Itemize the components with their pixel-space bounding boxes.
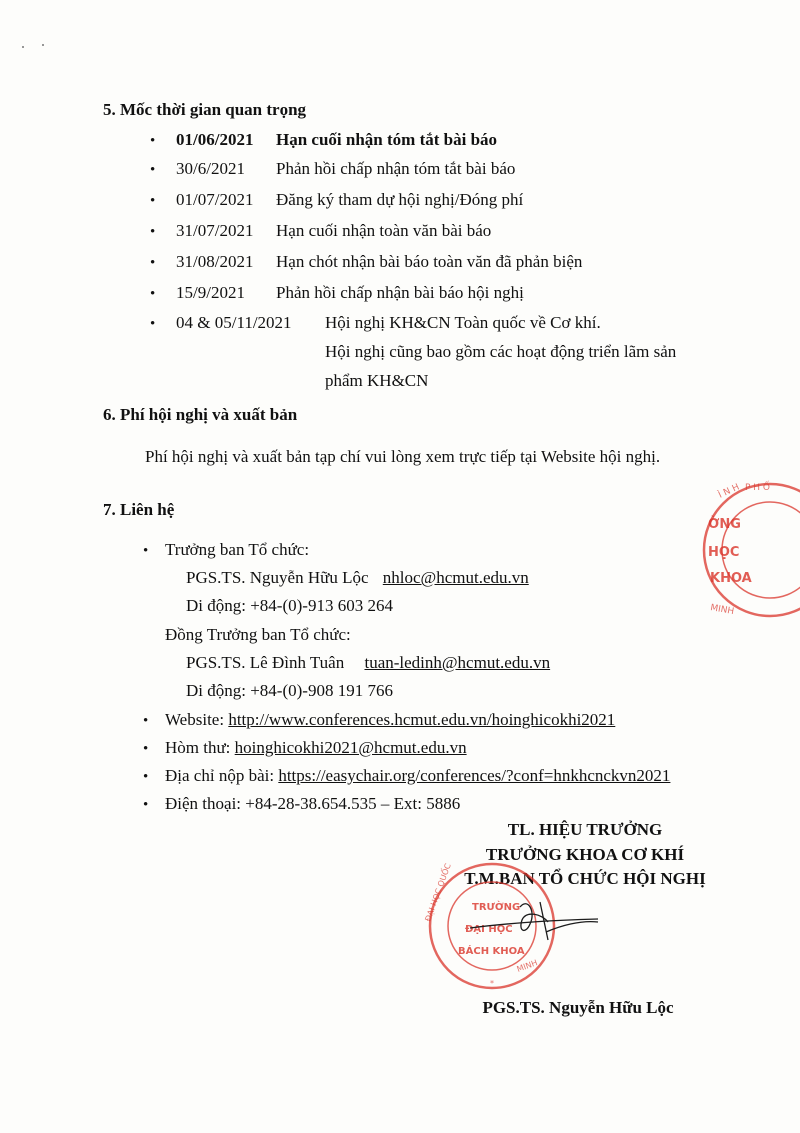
submit-link[interactable]: https://easychair.org/conferences/?conf=hnkhcnckvn2021 xyxy=(278,766,671,785)
bullet: • xyxy=(143,741,149,757)
section-6-heading: 6. Phí hội nghị và xuất bản xyxy=(103,405,298,424)
bullet: • xyxy=(150,286,156,302)
bullet: • xyxy=(143,543,149,559)
timeline-description: Hội nghị KH&CN Toàn quốc về Cơ khí. xyxy=(325,313,601,332)
head-contact xyxy=(186,568,529,588)
timeline-description: Hạn chót nhận bài báo toàn văn đã phản biện xyxy=(276,252,583,271)
head-email-link[interactable]: nhloc@hcmut.edu.vn xyxy=(382,568,529,587)
section-6-text: Phí hội nghị và xuất bản tạp chí vui lòng xem trực tiếp tại Website hội nghị. xyxy=(145,447,661,466)
svg-text:KHOA: KHOA xyxy=(710,571,752,586)
official-seal-partial xyxy=(690,478,800,623)
timeline-description-cont: Hội nghị cũng bao gồm các hoạt động triển lãm sản xyxy=(325,342,677,361)
svg-text:BÁCH KHOA: BÁCH KHOA xyxy=(458,946,525,957)
bullet: • xyxy=(150,224,156,240)
svg-text:MINH: MINH xyxy=(515,958,539,974)
svg-text:ĐẠI HỌC: ĐẠI HỌC xyxy=(465,924,513,935)
bullet: • xyxy=(143,713,149,729)
svg-text:ỜNG: ỜNG xyxy=(708,517,741,532)
svg-text:P H Ố: P H Ố xyxy=(745,483,771,493)
cohead-contact xyxy=(186,653,550,673)
scan-speck xyxy=(22,46,24,48)
bullet: • xyxy=(150,133,156,149)
cohead-label: Đồng Trưởng ban Tổ chức: xyxy=(165,625,351,644)
bullet: • xyxy=(150,193,156,209)
timeline-description-cont: phẩm KH&CN xyxy=(325,371,429,390)
timeline-description: Hạn cuối nhận tóm tắt bài báo xyxy=(276,130,498,149)
signature-line-2: TRƯỞNG KHOA CƠ KHÍ xyxy=(485,845,685,864)
svg-text:ĐẠI HỌC QUỐC: ĐẠI HỌC QUỐC xyxy=(423,862,453,923)
website-label: Website: xyxy=(165,710,229,729)
svg-text:Ì N H: Ì N H xyxy=(717,482,742,501)
mail-label: Hòm thư: xyxy=(165,738,235,757)
timeline-description: Phản hồi chấp nhận tóm tắt bài báo xyxy=(276,159,516,178)
timeline-description: Hạn cuối nhận toàn văn bài báo xyxy=(276,221,492,240)
cohead-phone: Di động: +84-(0)-908 191 766 xyxy=(186,681,393,700)
website-line xyxy=(165,710,615,730)
head-phone: Di động: +84-(0)-913 603 264 xyxy=(186,596,393,615)
bullet: • xyxy=(150,162,156,178)
section-7-heading: 7. Liên hệ xyxy=(103,500,175,519)
bullet: • xyxy=(143,769,149,785)
signature-line-3: T.M.BAN TỔ CHỨC HỘI NGHỊ xyxy=(464,869,706,888)
signatory-name: PGS.TS. Nguyễn Hữu Lộc xyxy=(482,998,674,1017)
phone-line: Điện thoại: +84-28-38.654.535 – Ext: 5886 xyxy=(165,794,461,813)
timeline-date: 01/06/2021 xyxy=(176,130,254,149)
official-seal xyxy=(410,862,600,992)
submit-label: Địa chỉ nộp bài: xyxy=(165,766,279,785)
svg-text:*: * xyxy=(490,979,494,988)
mail-line xyxy=(165,738,467,758)
timeline-date: 15/9/2021 xyxy=(176,283,245,302)
submit-line xyxy=(165,766,670,786)
scan-speck xyxy=(42,44,44,46)
svg-text:TRƯỜNG: TRƯỜNG xyxy=(472,902,521,913)
bullet: • xyxy=(150,316,156,332)
timeline-date: 30/6/2021 xyxy=(176,159,245,178)
timeline-description: Phản hồi chấp nhận bài báo hội nghị xyxy=(276,283,524,302)
head-name: PGS.TS. Nguyễn Hữu Lộc xyxy=(186,568,369,587)
timeline-date: 01/07/2021 xyxy=(176,190,254,209)
timeline-description: Đăng ký tham dự hội nghị/Đóng phí xyxy=(276,190,524,209)
cohead-name: PGS.TS. Lê Đình Tuân xyxy=(186,653,345,672)
section-5-heading: 5. Mốc thời gian quan trọng xyxy=(103,100,307,119)
timeline-date: 31/07/2021 xyxy=(176,221,254,240)
signature-line-1: TL. HIỆU TRƯỞNG xyxy=(507,820,663,839)
head-label: Trưởng ban Tổ chức: xyxy=(165,540,310,559)
bullet: • xyxy=(143,797,149,813)
cohead-email-link[interactable]: tuan-ledinh@hcmut.edu.vn xyxy=(364,653,551,672)
svg-text:HỌC: HỌC xyxy=(708,545,740,560)
website-link[interactable]: http://www.conferences.hcmut.edu.vn/hoinghicokhi2021 xyxy=(228,710,616,729)
bullet: • xyxy=(150,255,156,271)
svg-text:MINH: MINH xyxy=(709,603,735,618)
timeline-date: 04 & 05/11/2021 xyxy=(176,313,292,332)
timeline-date: 31/08/2021 xyxy=(176,252,254,271)
mail-link[interactable]: hoinghicokhi2021@hcmut.edu.vn xyxy=(234,738,467,757)
